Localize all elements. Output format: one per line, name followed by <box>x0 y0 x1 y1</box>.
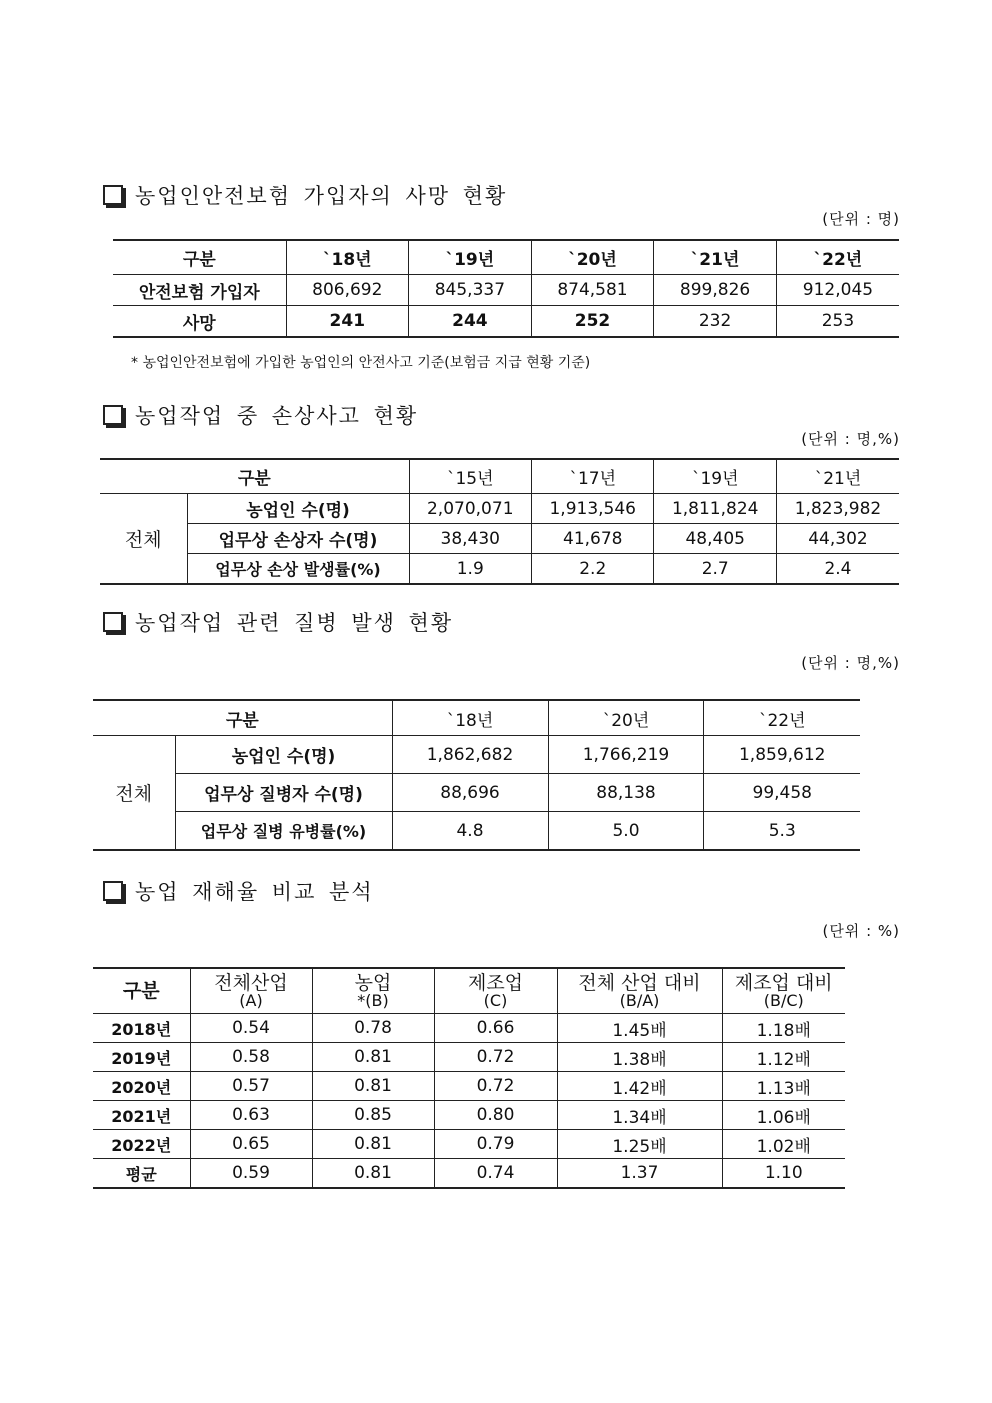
table-cell: 0.81 <box>312 1130 434 1159</box>
table-cell: 0.81 <box>312 1072 434 1101</box>
table-cell: 1,913,546 <box>532 494 654 524</box>
table-row <box>113 275 899 306</box>
table-cell: 48,405 <box>654 524 776 554</box>
header-cell: 구분 <box>93 700 392 736</box>
header-cell: `21년 <box>776 459 899 494</box>
row-label: 농업인 수(명) <box>175 736 392 774</box>
header-sub: *(B) <box>357 990 389 1010</box>
header-cell: `21년 <box>654 240 777 275</box>
header-cell: `18년 <box>286 240 409 275</box>
group-label: 전체 <box>93 736 175 851</box>
header-sub: (B/C) <box>763 990 804 1010</box>
table-cell: 1,859,612 <box>704 736 860 774</box>
table-cell: 1.9 <box>409 554 531 585</box>
accident-rate-comparison-table <box>93 967 845 1189</box>
table-cell: 1.45배 <box>557 1014 722 1043</box>
year-label: 2020년 <box>93 1072 190 1101</box>
header-label: 제조업 대비 <box>734 971 833 994</box>
section2-unit: (단위 : 명,%) <box>801 430 900 448</box>
table-cell: 232 <box>654 306 777 338</box>
section1-title: 농업인안전보험 가입자의 사망 현황 <box>135 184 508 208</box>
section1-unit: (단위 : 명) <box>822 210 900 228</box>
table-cell: 1,811,824 <box>654 494 776 524</box>
table-cell: 2.4 <box>776 554 899 585</box>
table-cell: 241 <box>286 306 409 338</box>
table-cell: 44,302 <box>776 524 899 554</box>
header-cell: `22년 <box>776 240 899 275</box>
table-cell: 899,826 <box>654 275 777 306</box>
section4-title: 농업 재해율 비교 분석 <box>135 880 374 904</box>
year-label: 2022년 <box>93 1130 190 1159</box>
table-cell: 0.78 <box>312 1014 434 1043</box>
table-cell: 4.8 <box>392 812 548 851</box>
year-label: 2018년 <box>93 1014 190 1043</box>
table-cell: 2.2 <box>532 554 654 585</box>
section2-title: 농업작업 중 손상사고 현황 <box>135 404 419 428</box>
header-label: 농업 <box>354 971 392 994</box>
table-row <box>100 494 899 524</box>
table-cell: 0.79 <box>434 1130 557 1159</box>
header-cell: 구분 <box>113 240 286 275</box>
table-cell: 845,337 <box>409 275 532 306</box>
table-cell: 0.80 <box>434 1101 557 1130</box>
row-label: 안전보험 가입자 <box>113 275 286 306</box>
table-cell: 0.63 <box>190 1101 312 1130</box>
header-cell: `19년 <box>654 459 776 494</box>
year-label: 2021년 <box>93 1101 190 1130</box>
header-sub: (B/A) <box>619 990 660 1010</box>
section3-unit: (단위 : 명,%) <box>801 654 900 672</box>
table-cell: 1.42배 <box>557 1072 722 1101</box>
table-header-row <box>93 700 860 736</box>
header-cell: 구분 <box>100 459 409 494</box>
table-cell: 1.12배 <box>722 1043 845 1072</box>
header-cell: `18년 <box>392 700 548 736</box>
header-cell <box>557 968 722 1014</box>
table-row <box>93 774 860 812</box>
group-label: 전체 <box>100 494 187 585</box>
section4-heading <box>103 876 374 906</box>
table-cell: 0.58 <box>190 1043 312 1072</box>
table-cell: 1,862,682 <box>392 736 548 774</box>
table-cell: 0.54 <box>190 1014 312 1043</box>
table-cell: 874,581 <box>531 275 654 306</box>
row-label: 사망 <box>113 306 286 338</box>
table-cell: 2,070,071 <box>409 494 531 524</box>
header-cell <box>190 968 312 1014</box>
header-label: 전체 산업 대비 <box>578 971 701 994</box>
section1-heading <box>103 180 507 210</box>
checkbox-square-icon <box>103 881 123 901</box>
row-label: 농업인 수(명) <box>187 494 409 524</box>
table-cell: 252 <box>531 306 654 338</box>
table-cell: 0.74 <box>434 1159 557 1189</box>
table-row <box>93 1101 845 1130</box>
table-cell: 99,458 <box>704 774 860 812</box>
table-row <box>100 524 899 554</box>
section4-unit: (단위 : %) <box>822 922 900 940</box>
section2-heading <box>103 400 418 430</box>
table-cell: 88,138 <box>548 774 704 812</box>
table-cell: 1,823,982 <box>776 494 899 524</box>
table-cell: 0.72 <box>434 1072 557 1101</box>
row-label: 업무상 손상 발생률(%) <box>187 554 409 585</box>
section3-heading <box>103 607 453 637</box>
header-cell <box>722 968 845 1014</box>
table-row <box>93 736 860 774</box>
table-row <box>100 554 899 585</box>
table-cell: 806,692 <box>286 275 409 306</box>
section1-note: * 농업인안전보험에 가입한 농업인의 안전사고 기준(보험금 지급 현황 기준) <box>131 355 591 371</box>
table-row <box>93 1072 845 1101</box>
table-cell: 1.25배 <box>557 1130 722 1159</box>
table-row <box>93 1043 845 1072</box>
checkbox-square-icon <box>103 612 123 632</box>
header-cell: `20년 <box>531 240 654 275</box>
table-cell: 0.66 <box>434 1014 557 1043</box>
header-cell: `20년 <box>548 700 704 736</box>
table-cell: 253 <box>776 306 899 338</box>
table-row <box>113 306 899 338</box>
table-cell: 244 <box>409 306 532 338</box>
table-cell: 88,696 <box>392 774 548 812</box>
table-cell: 1,766,219 <box>548 736 704 774</box>
table-cell: 912,045 <box>776 275 899 306</box>
table-cell: 38,430 <box>409 524 531 554</box>
header-sub: (A) <box>239 990 263 1010</box>
row-label: 업무상 질병자 수(명) <box>175 774 392 812</box>
table-cell: 2.7 <box>654 554 776 585</box>
table-cell: 1.10 <box>722 1159 845 1189</box>
disease-occurrence-table <box>93 699 860 851</box>
table-cell: 0.72 <box>434 1043 557 1072</box>
injury-accident-table <box>100 458 899 585</box>
table-cell: 0.65 <box>190 1130 312 1159</box>
header-label: 구분 <box>122 979 160 1002</box>
year-label: 2019년 <box>93 1043 190 1072</box>
year-label: 평균 <box>93 1159 190 1189</box>
table-cell: 1.06배 <box>722 1101 845 1130</box>
header-cell: `22년 <box>704 700 860 736</box>
table-cell: 0.85 <box>312 1101 434 1130</box>
subscriber-death-table <box>113 239 899 338</box>
header-label: 전체산업 <box>214 971 288 994</box>
row-label: 업무상 손상자 수(명) <box>187 524 409 554</box>
table-cell: 1.18배 <box>722 1014 845 1043</box>
table-row <box>93 1014 845 1043</box>
table-cell: 0.81 <box>312 1159 434 1189</box>
section3-title: 농업작업 관련 질병 발생 현황 <box>135 611 454 635</box>
header-sub: (C) <box>483 990 508 1010</box>
table-cell: 0.59 <box>190 1159 312 1189</box>
checkbox-square-icon <box>103 405 123 425</box>
table-cell: 1.34배 <box>557 1101 722 1130</box>
header-cell: `15년 <box>409 459 531 494</box>
header-cell <box>312 968 434 1014</box>
table-cell: 1.37 <box>557 1159 722 1189</box>
header-cell: `19년 <box>409 240 532 275</box>
table-cell: 41,678 <box>532 524 654 554</box>
table-row <box>93 1130 845 1159</box>
table-cell: 0.81 <box>312 1043 434 1072</box>
table-header-row <box>93 968 845 1014</box>
row-label: 업무상 질병 유병률(%) <box>175 812 392 851</box>
table-cell: 0.57 <box>190 1072 312 1101</box>
table-cell: 1.13배 <box>722 1072 845 1101</box>
table-cell: 1.02배 <box>722 1130 845 1159</box>
header-cell <box>93 968 190 1014</box>
checkbox-square-icon <box>103 185 123 205</box>
table-row <box>93 1159 845 1189</box>
header-cell <box>434 968 557 1014</box>
table-cell: 5.3 <box>704 812 860 851</box>
table-cell: 1.38배 <box>557 1043 722 1072</box>
table-cell: 5.0 <box>548 812 704 851</box>
table-header-row <box>113 240 899 275</box>
table-row <box>93 812 860 851</box>
table-header-row <box>100 459 899 494</box>
header-cell: `17년 <box>532 459 654 494</box>
header-label: 제조업 <box>467 971 524 994</box>
